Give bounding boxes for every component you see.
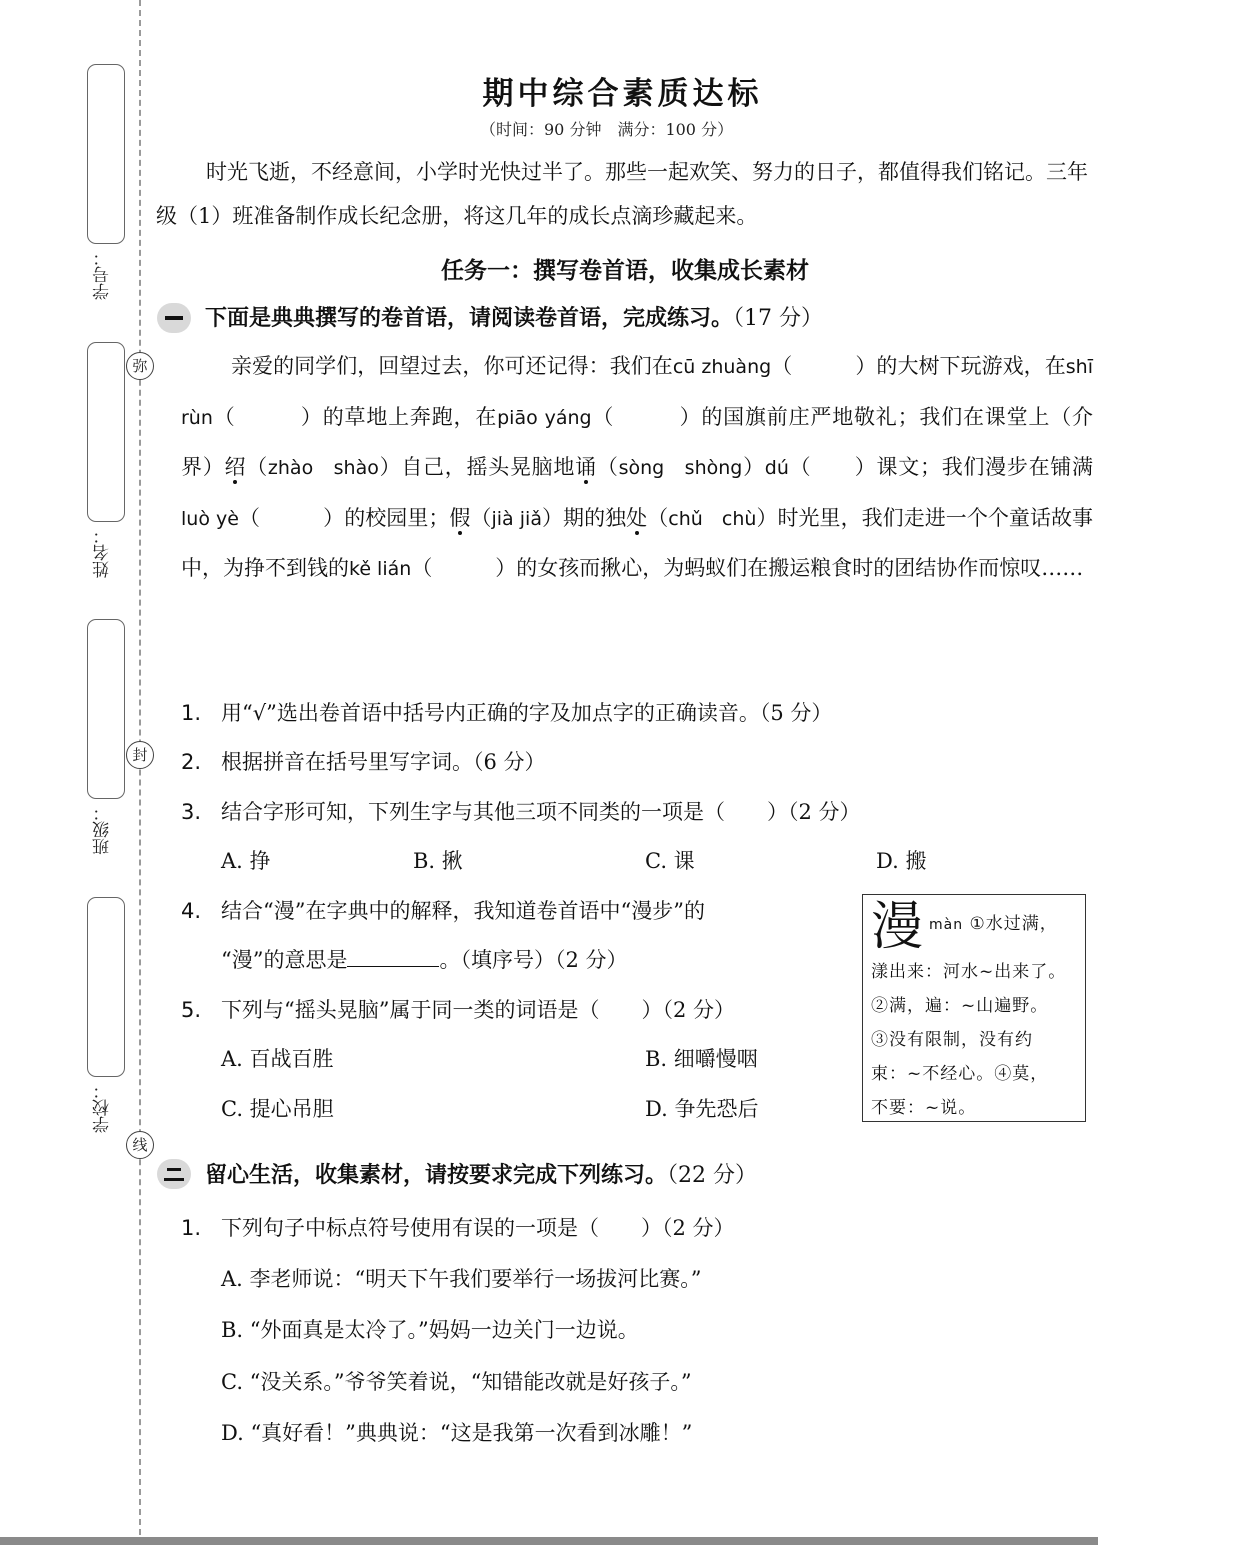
binding-dashed-line [139, 0, 141, 1545]
passage-text: 亲爱的同学们，回望过去，你可还记得：我们在 [231, 354, 673, 378]
question-1-4 [181, 895, 705, 925]
option-b[interactable]: B. 细嚼慢咽 [645, 1047, 758, 1071]
question-text: 。（填序号）（2 分） [439, 948, 628, 972]
dotted-character: 绍 [224, 455, 247, 479]
passage-text: ）时光里，我们走进一个个童话故事中，为挣不到钱的 [181, 505, 1094, 580]
dictionary-text: ①水过满， [969, 914, 1058, 934]
dotted-character: 假 [449, 505, 471, 530]
passage-text: （ [470, 505, 492, 530]
passage-text: （ ）的校园里； [238, 505, 450, 530]
dotted-character: 诵 [575, 455, 597, 479]
dictionary-character: 漫 [871, 897, 924, 957]
pinyin: sòng shòng [618, 457, 743, 479]
question-number: 1. [181, 701, 202, 725]
passage-text: （ [596, 455, 619, 479]
passage-text: （ [647, 505, 669, 530]
option-a[interactable]: A. 百战百胜 [221, 1047, 334, 1071]
question-1-3 [181, 796, 861, 826]
name-label: 姓名： [93, 527, 113, 579]
passage-text: （ ）课文；我们漫步在铺满 [788, 455, 1094, 479]
seal-mi: 弥 [126, 352, 154, 380]
question-number: 5. [181, 998, 202, 1022]
question-2-1 [181, 1212, 735, 1242]
class-label: 班级： [93, 804, 113, 856]
page-title: 期中综合素质达标 [482, 76, 763, 112]
pinyin: jià jiǎ [491, 507, 542, 530]
seal-xian: 线 [126, 1131, 154, 1159]
pinyin: chǔ chù [668, 507, 757, 530]
question-1-1 [181, 697, 832, 727]
pinyin: luò yè [181, 507, 239, 530]
question-text: 结合字形可知，下列生字与其他三项不同类的一项是（ ）（2 分） [221, 800, 861, 824]
question-text: 下列与“摇头晃脑”属于同一类的词语是（ ）（2 分） [221, 998, 736, 1022]
passage-text: （ ）的草地上奔跑，在 [212, 404, 498, 429]
dictionary-line: ③没有限制，没有约 [871, 1030, 1033, 1050]
intro-paragraph: 时光飞逝，不经意间，小学时光快过半了。那些一起欢笑、努力的日子，都值得我们铭记。三年级（1）班准备制作成长纪念册，将这几年的成长点滴珍藏起来。 [156, 160, 1088, 228]
class-box [87, 619, 125, 799]
option-b[interactable]: B. “外面真是太冷了。”妈妈一边关门一边说。 [221, 1318, 639, 1342]
section-one-heading-text: 下面是典典撰写的卷首语，请阅读卷首语，完成练习。 [205, 306, 734, 331]
section-one-number [157, 303, 191, 333]
task-one-title: 任务一：撰写卷首语，收集成长素材 [441, 258, 809, 284]
question-text: “漫”的意思是 [221, 948, 348, 972]
question-text: 下列句子中标点符号使用有误的一项是（ ）（2 分） [221, 1216, 735, 1240]
dictionary-entry-box [862, 894, 1086, 1122]
section-one-heading [205, 301, 823, 332]
question-1-5 [181, 994, 735, 1024]
pinyin: dú [764, 457, 789, 479]
question-number: 1. [181, 1216, 202, 1240]
question-1-2 [181, 746, 546, 776]
option-b[interactable]: B. 揪 [413, 849, 463, 873]
pinyin: cū zhuàng [672, 356, 772, 378]
question-text: 结合“漫”在字典中的解释，我知道卷首语中“漫步”的 [221, 899, 705, 923]
passage-text: （ ）的女孩而揪心，为蚂蚁们在搬运粮食时的团结协作而惊叹…… [411, 556, 1084, 580]
dotted-character: 处 [626, 505, 648, 530]
question-text: 用“√”选出卷首语中括号内正确的字及加点字的正确读音。（5 分） [221, 701, 833, 725]
passage-text: ） [742, 455, 765, 479]
pinyin: piāo yáng [497, 406, 592, 429]
passage-text: ）期的独 [541, 505, 627, 530]
dictionary-line: 漾出来：河水~出来了。 [871, 962, 1067, 982]
section-two-points: （22 分） [667, 1163, 758, 1188]
name-box [87, 342, 125, 522]
exam-info: （时间：90 分钟 满分：100 分） [480, 120, 734, 139]
section-two-number [157, 1159, 191, 1189]
bottom-bar [0, 1537, 1098, 1545]
pinyin: kě lián [349, 558, 412, 580]
preface-passage [181, 342, 1115, 595]
section-two-heading [205, 1158, 757, 1189]
question-number: 4. [181, 899, 202, 923]
option-c[interactable]: C. 提心吊胆 [221, 1097, 334, 1121]
answer-blank[interactable] [347, 944, 439, 967]
question-number: 3. [181, 800, 202, 824]
passage-text: （ ）的大树下玩游戏，在 [771, 354, 1066, 378]
option-d[interactable]: D. “真好看！”典典说：“这是我第一次看到冰雕！” [221, 1421, 693, 1445]
dictionary-pinyin: màn [929, 917, 964, 933]
student-id-label: 学号： [93, 249, 113, 301]
school-box [87, 897, 125, 1077]
option-d[interactable]: D. 争先恐后 [645, 1097, 759, 1121]
dictionary-line: 束：~不经心。④莫， [871, 1064, 1049, 1084]
dictionary-line: ②满，遍：~山遍野。 [871, 996, 1049, 1016]
school-label: 学校： [93, 1082, 113, 1134]
question-number: 2. [181, 750, 202, 774]
question-1-4-line2 [221, 944, 628, 974]
pinyin: shī rùn [181, 356, 1093, 429]
passage-text: （ ）的国旗前庄严地敬礼；我们在课堂上（介 界） [181, 404, 1115, 479]
option-c[interactable]: C. 课 [645, 849, 695, 873]
seal-feng: 封 [126, 741, 154, 769]
section-two-heading-text: 留心生活，收集素材，请按要求完成下列练习。 [205, 1163, 668, 1188]
passage-text: ）自己，摇头晃脑地 [378, 455, 576, 479]
option-c[interactable]: C. “没关系。”爷爷笑着说，“知错能改就是好孩子。” [221, 1370, 692, 1394]
passage-text: （ [246, 455, 268, 479]
pinyin: zhào shào [267, 457, 379, 479]
option-a[interactable]: A. 挣 [221, 849, 271, 873]
dictionary-line: 不要：~说。 [871, 1098, 977, 1118]
section-one-points: （17 分） [733, 306, 824, 331]
question-text: 根据拼音在括号里写字词。（6 分） [221, 750, 546, 774]
option-d[interactable]: D. 搬 [876, 849, 927, 873]
option-a[interactable]: A. 李老师说：“明天下午我们要举行一场拔河比赛。” [221, 1267, 702, 1291]
